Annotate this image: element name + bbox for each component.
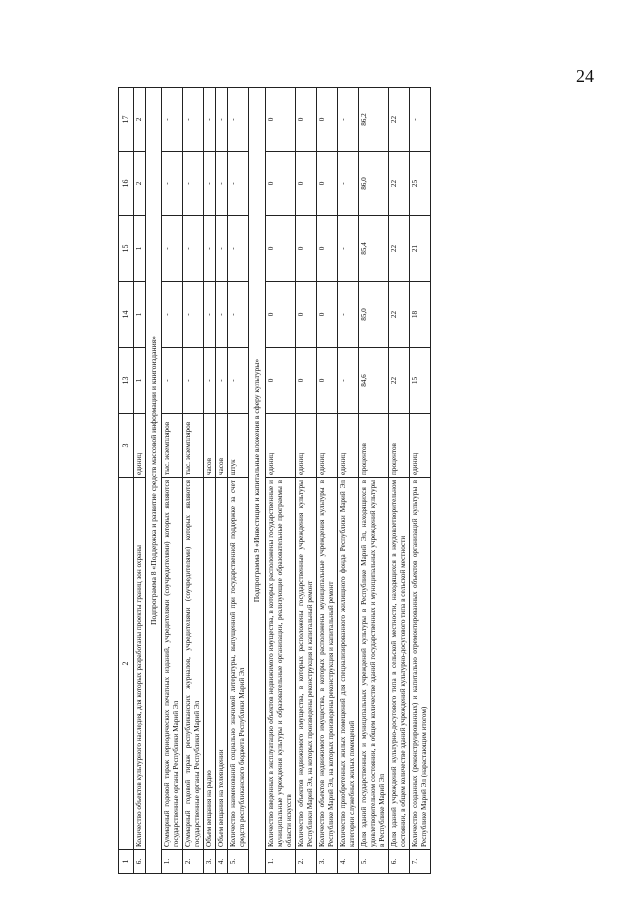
value-cell: 25 [409, 152, 430, 216]
value-cell: - [228, 282, 249, 348]
row-number: 2. [183, 850, 204, 874]
unit-cell: часов [216, 414, 228, 478]
unit-cell: единиц [295, 414, 316, 478]
unit-cell: процентов [358, 414, 388, 478]
unit-cell: единиц [316, 414, 337, 478]
table-row [358, 88, 388, 874]
row-number: 3. [316, 850, 337, 874]
value-cell: - [183, 152, 204, 216]
row-number: 6. [388, 850, 409, 874]
value-cell: 18 [409, 282, 430, 348]
value-cell: - [216, 282, 228, 348]
indicator-name: Суммарный годовой тираж периодических печатных изданий, учредителями (соучредителями) которых являются государственные органы Республики Марий Эл [162, 478, 183, 850]
page-number: 24 [576, 66, 594, 86]
table-row [265, 88, 295, 874]
value-cell: 21 [409, 216, 430, 282]
value-cell: - [228, 152, 249, 216]
value-cell: - [183, 348, 204, 414]
value-cell: 22 [388, 88, 409, 152]
unit-cell: часов [204, 414, 216, 478]
indicator-name: Количество введенных в эксплуатацию объектов недвижимого имущества, в которых расположены государственные и муниципальные учреждения культуры и образовательные организации, реализующие образовательные программы в области искусств [265, 478, 295, 850]
value-cell: - [216, 88, 228, 152]
table-row [316, 88, 337, 874]
unit-cell: тыс. экземпляров [162, 414, 183, 478]
indicator-name: Количество наименований социально значимой литературы, выпущенной при государственной поддержке за счет средств республиканского бюджета Республики Марий Эл [228, 478, 249, 850]
value-cell: - [204, 152, 216, 216]
value-cell: 0 [316, 88, 337, 152]
value-cell: 15 [409, 348, 430, 414]
value-cell: 22 [388, 152, 409, 216]
value-cell: 0 [316, 152, 337, 216]
row-number: 4. [337, 850, 358, 874]
value-cell: - [216, 348, 228, 414]
value-cell: - [216, 216, 228, 282]
value-cell: 0 [295, 216, 316, 282]
row-number: 2. [295, 850, 316, 874]
value-cell: 22 [388, 216, 409, 282]
value-cell: 2 [134, 88, 146, 152]
value-cell: 0 [316, 348, 337, 414]
value-cell: - [204, 216, 216, 282]
value-cell: 86,0 [358, 152, 388, 216]
col-header: 17 [119, 88, 134, 152]
indicator-name: Объем вещания на радио [204, 478, 216, 850]
indicator-name: Количество созданных (реконструированных) и капитально отремонтированных объектов организаций культуры в Республике Марий Эл (нарастающим итогом) [409, 478, 430, 850]
indicator-name: Доля зданий учреждений культурно-досугового типа в сельской местности, находящихся в неудовлетворительном состоянии, в общем количестве зданий учреждений культурно-досугового типа в сельской местности [388, 478, 409, 850]
value-cell: - [228, 348, 249, 414]
value-cell: - [183, 88, 204, 152]
indicators-table [118, 87, 431, 874]
row-number: 1. [162, 850, 183, 874]
row-number: 7. [409, 850, 430, 874]
value-cell: - [183, 282, 204, 348]
unit-cell: единиц [265, 414, 295, 478]
row-number: 6. [134, 850, 146, 874]
table-row [134, 88, 146, 874]
value-cell: 85,4 [358, 216, 388, 282]
value-cell: 0 [265, 152, 295, 216]
unit-cell: единиц [134, 414, 146, 478]
unit-cell: штук [228, 414, 249, 478]
row-number: 5. [228, 850, 249, 874]
row-number: 4. [216, 850, 228, 874]
column-number-row [119, 88, 134, 874]
value-cell: - [337, 216, 358, 282]
col-header: 16 [119, 152, 134, 216]
table-row [183, 88, 204, 874]
col-header: 3 [119, 414, 134, 478]
section-title: Подпрограмма 9 «Инвестиции и капитальные вложения в сферу культуры» [249, 88, 265, 874]
value-cell: - [162, 152, 183, 216]
value-cell: 0 [316, 282, 337, 348]
value-cell: 1 [134, 348, 146, 414]
value-cell: 0 [295, 282, 316, 348]
value-cell: 0 [265, 88, 295, 152]
unit-cell: тыс. экземпляров [183, 414, 204, 478]
value-cell: - [204, 88, 216, 152]
value-cell: - [409, 88, 430, 152]
col-header: 15 [119, 216, 134, 282]
unit-cell: единиц [409, 414, 430, 478]
value-cell: 0 [295, 88, 316, 152]
col-header: 13 [119, 348, 134, 414]
unit-cell: единиц [337, 414, 358, 478]
col-header: 1 [119, 850, 134, 874]
value-cell: - [204, 282, 216, 348]
value-cell: 22 [388, 348, 409, 414]
value-cell: - [337, 348, 358, 414]
indicator-name: Доля зданий государственных и муниципальных учреждений культуры в Республике Марий Эл, находящихся в удовлетворительном состоянии, в общем количестве зданий государственных и муниципальных учреждений культуры в Республике Марий Эл [358, 478, 388, 850]
unit-cell: процентов [388, 414, 409, 478]
col-header: 2 [119, 478, 134, 850]
indicator-name: Объем вещания на телевидении [216, 478, 228, 850]
indicator-name: Количество объектов культурного наследия, для которых разработаны проекты границ зон охраны [134, 478, 146, 850]
value-cell: - [337, 88, 358, 152]
value-cell: - [162, 282, 183, 348]
value-cell: 22 [388, 282, 409, 348]
value-cell: - [337, 152, 358, 216]
value-cell: - [162, 88, 183, 152]
value-cell: 1 [134, 216, 146, 282]
value-cell: 0 [265, 216, 295, 282]
section-title: Подпрограмма 8 «Поддержка и развитие средств массовой информации и книгоиздания» [146, 88, 162, 874]
section-header-row [249, 88, 265, 874]
table-row [388, 88, 409, 874]
row-number: 3. [204, 850, 216, 874]
value-cell: 86,2 [358, 88, 388, 152]
value-cell: - [337, 282, 358, 348]
table-row [228, 88, 249, 874]
indicator-name: Количество объектов недвижимого имущества, в которых расположены государственные учреждения культуры Республики Марий Эл, на которых произведены реконструкция и капитальный ремонт [295, 478, 316, 850]
value-cell: 0 [316, 216, 337, 282]
table-row [337, 88, 358, 874]
value-cell: - [162, 348, 183, 414]
table-row [162, 88, 183, 874]
table-row [409, 88, 430, 874]
value-cell: 2 [134, 152, 146, 216]
value-cell: - [216, 152, 228, 216]
value-cell: 1 [134, 282, 146, 348]
col-header: 14 [119, 282, 134, 348]
value-cell: 85,0 [358, 282, 388, 348]
row-number: 1. [265, 850, 295, 874]
table-row [204, 88, 216, 874]
value-cell: - [183, 216, 204, 282]
section-header-row [146, 88, 162, 874]
value-cell: - [228, 88, 249, 152]
value-cell: - [162, 216, 183, 282]
value-cell: 84,6 [358, 348, 388, 414]
rotated-table-container [118, 88, 600, 874]
indicator-name: Суммарный годовой тираж республиканских журналов, учредителями (соучредителями) которых являются государственные органы Республики Марий Эл [183, 478, 204, 850]
table-row [216, 88, 228, 874]
value-cell: - [204, 348, 216, 414]
value-cell: 0 [295, 152, 316, 216]
row-number: 5. [358, 850, 388, 874]
value-cell: 0 [265, 282, 295, 348]
indicator-name: Количество приобретенных жилых помещений для специализированного жилищного фонда Республики Марий Эл категории служебных жилых помещений [337, 478, 358, 850]
table-row [295, 88, 316, 874]
value-cell: - [228, 216, 249, 282]
value-cell: 0 [295, 348, 316, 414]
value-cell: 0 [265, 348, 295, 414]
table-body [134, 88, 431, 874]
indicator-name: Количество объектов недвижимого имущества, в которых расположены муниципальные учреждения культуры в Республике Марий Эл, на которых произведены реконструкция и капитальный ремонт [316, 478, 337, 850]
